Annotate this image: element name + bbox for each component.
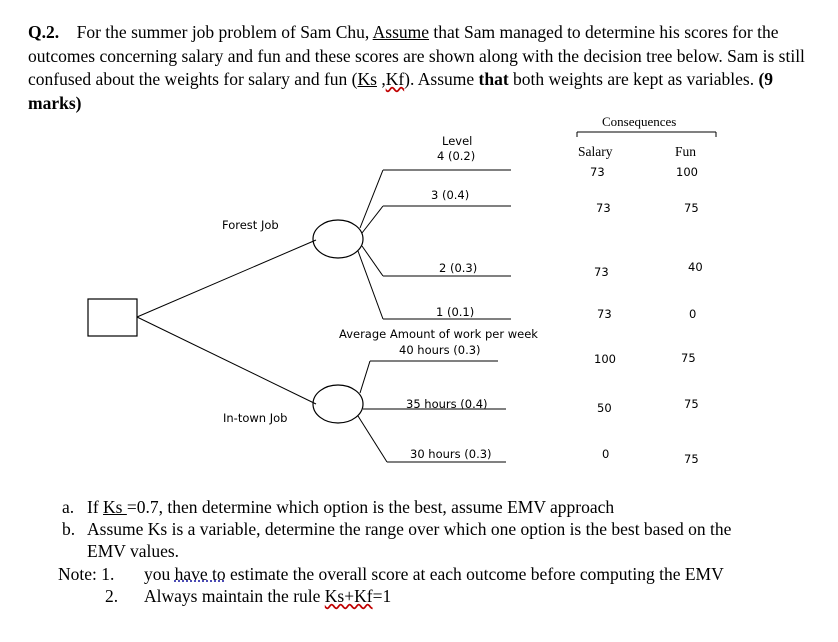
intown-branch-line-3: [358, 416, 387, 462]
work-amount-label: Average Amount of work per week: [339, 327, 538, 341]
note-2-rule: Ks+Kf: [324, 586, 373, 606]
forest-branch-1-salary: 73: [590, 165, 605, 179]
note-2-text: [144, 586, 391, 607]
note-2-text-1: Always maintain the rule: [144, 586, 325, 606]
decision-node-square: [88, 299, 137, 336]
forest-branch-2-label: 3 (0.4): [431, 188, 470, 202]
intown-branch-3-fun: 75: [684, 452, 699, 466]
intown-branch-2-salary: 50: [597, 401, 612, 415]
question-text-2: that Sam managed to determine his scores for the outcomes concerning salary and fun and these scores are shown along with the decision tree below. Sam is still confused about the weights for salary and fun (: [28, 22, 805, 89]
note-label: Note: 1.: [58, 564, 115, 584]
level-label: Level: [442, 134, 473, 148]
part-a-marker: a.: [62, 497, 75, 517]
fun-column-header: Fun: [675, 144, 697, 159]
part-a-text-1: If: [87, 497, 104, 517]
intown-chance-node: [313, 385, 363, 423]
intown-branch-1-label: 40 hours (0.3): [399, 343, 481, 357]
kf-symbol: Kf: [385, 69, 405, 89]
intown-branch-line-1: [360, 361, 370, 393]
part-a-text: [87, 497, 614, 518]
consequences-header: Consequences: [602, 114, 677, 129]
note-1-text-1: you: [144, 564, 175, 584]
intown-branch-2-fun: 75: [684, 397, 699, 411]
forest-job-label: Forest Job: [222, 218, 279, 232]
forest-chance-node: [313, 220, 363, 258]
part-b-marker: b.: [62, 519, 76, 539]
intown-branch-3-salary: 0: [602, 447, 610, 461]
part-a-text-2: =0.7, then determine which option is the best, assume EMV approach: [126, 497, 615, 517]
part-b-line-2: EMV values.: [87, 541, 180, 561]
forest-branch-line-2: [362, 206, 383, 233]
bold-that: that: [478, 69, 509, 89]
note-2-end: =1: [372, 586, 392, 606]
intown-branch-1-fun: 75: [681, 351, 696, 365]
forest-branch-3-salary: 73: [594, 265, 609, 279]
forest-branch-2-salary: 73: [596, 201, 611, 215]
note-1-text-2: estimate the overall score at each outcome before computing the EMV: [225, 564, 724, 584]
ks-symbol: Ks: [357, 69, 377, 89]
question-text-1: For the summer job problem of Sam Chu,: [76, 22, 373, 42]
intown-job-label: In-town Job: [223, 411, 288, 425]
assume-word: Assume: [372, 22, 430, 42]
note-1-text: [144, 564, 724, 585]
forest-job-branch: [137, 240, 316, 317]
symbol-separator: ,: [376, 69, 386, 89]
part-a-ks: Ks: [103, 497, 127, 517]
note-2-number: 2.: [105, 586, 119, 606]
forest-branch-line-4: [358, 251, 383, 319]
forest-branch-1-label: 4 (0.2): [437, 149, 476, 163]
forest-branch-3-label: 2 (0.3): [439, 261, 478, 275]
forest-branch-4-fun: 0: [689, 307, 697, 321]
part-b-line-1: Assume Ks is a variable, determine the range over which one option is the best based on the: [87, 519, 732, 539]
forest-branch-line-1: [360, 170, 383, 228]
question-text-3: ). Assume: [404, 69, 479, 89]
question-number: Q.2.: [28, 22, 60, 42]
forest-branch-4-label: 1 (0.1): [436, 305, 475, 319]
note-1-have-to: have to: [174, 564, 226, 584]
forest-branch-3-fun: 40: [688, 260, 703, 274]
question-text-4: both weights are kept as variables.: [508, 69, 759, 89]
intown-branch-1-salary: 100: [594, 352, 616, 366]
forest-branch-1-fun: 100: [676, 165, 698, 179]
marks-label: (9 marks): [28, 69, 774, 113]
intown-branch-2-label: 35 hours (0.4): [406, 397, 488, 411]
salary-column-header: Salary: [578, 144, 613, 159]
intown-branch-3-label: 30 hours (0.3): [410, 447, 492, 461]
forest-branch-4-salary: 73: [597, 307, 612, 321]
forest-branch-2-fun: 75: [684, 201, 699, 215]
intown-job-branch: [137, 317, 316, 404]
